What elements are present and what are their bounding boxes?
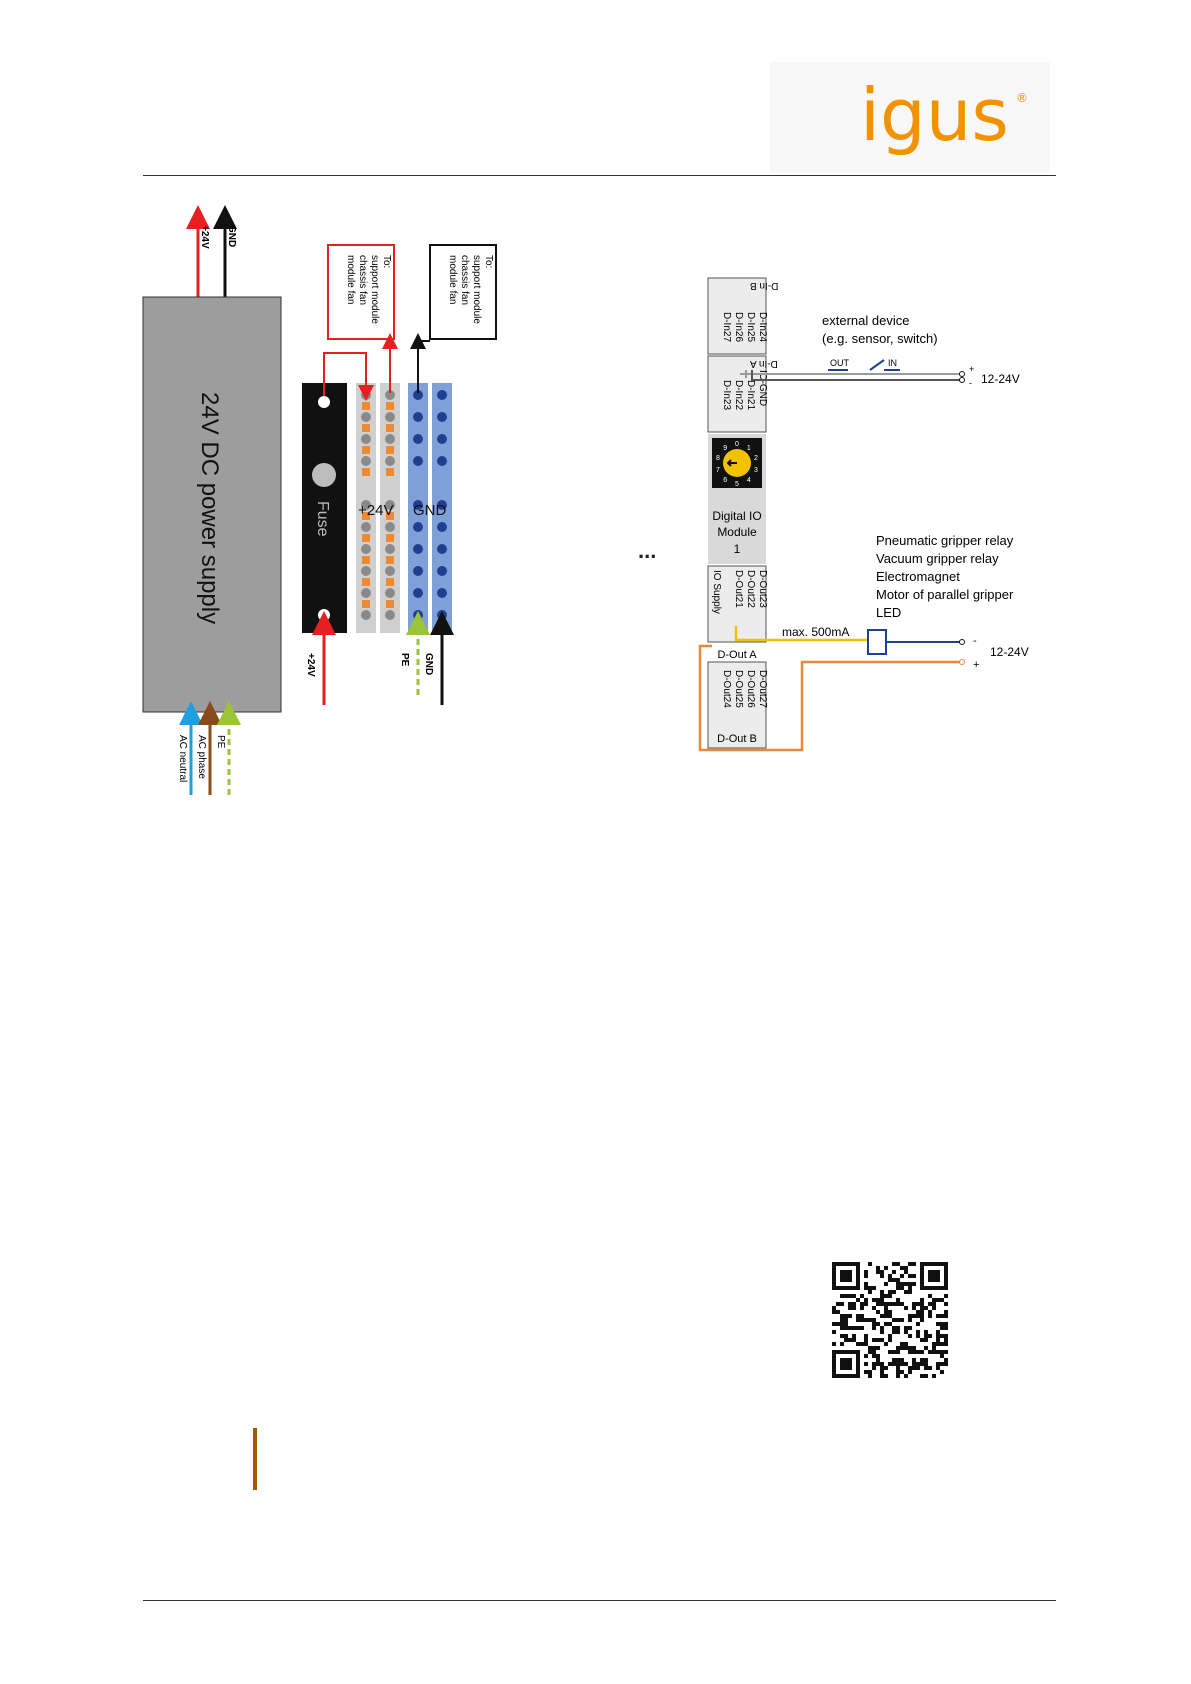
svg-text:Motor of parallel gripper: Motor of parallel gripper xyxy=(876,587,1014,602)
terminal-contact xyxy=(361,412,371,422)
ac-phase-label: AC phase xyxy=(196,735,207,779)
svg-text:module fan: module fan xyxy=(447,255,458,305)
dial-digit: 3 xyxy=(754,467,758,475)
bottom-pe-label: PE xyxy=(399,653,410,667)
terminal-contact xyxy=(413,610,423,620)
terminal-bridge xyxy=(386,446,394,454)
dial-digit: 7 xyxy=(716,467,720,475)
dial-digit: 0 xyxy=(735,441,739,448)
load-list xyxy=(876,533,1014,620)
footer-divider xyxy=(143,1600,1056,1601)
terminal-contact xyxy=(361,522,371,532)
ellipsis: ... xyxy=(638,538,657,563)
fuse-bottom-terminal xyxy=(318,609,330,621)
terminal-bridge xyxy=(386,600,394,608)
terminal-minus-bottom xyxy=(960,640,965,645)
logo-text: igus xyxy=(860,73,1009,157)
terminal-contact xyxy=(385,610,395,620)
terminal-bridge xyxy=(386,556,394,564)
digital-io-diagram xyxy=(690,270,1070,770)
svg-text:To:: To: xyxy=(381,255,392,269)
switch-out-label: OUT xyxy=(830,358,849,368)
max-current-label: max. 500mA xyxy=(782,625,850,639)
terminal-contact xyxy=(361,434,371,444)
svg-text:D-In21: D-In21 xyxy=(745,380,756,411)
terminal-contact xyxy=(437,566,447,576)
terminal-contact xyxy=(361,456,371,466)
top-plus24-label: +24V xyxy=(199,225,210,249)
terminal-contact xyxy=(437,412,447,422)
svg-text:D-Out23: D-Out23 xyxy=(757,570,768,608)
svg-text:To:: To: xyxy=(483,255,494,269)
bottom-24v-label: +24V xyxy=(305,653,316,677)
svg-text:chassis fan: chassis fan xyxy=(459,255,470,306)
svg-text:IO Supply: IO Supply xyxy=(711,570,722,614)
ac-neutral-label: AC neutral xyxy=(177,735,188,783)
svg-text:IO-GND: IO-GND xyxy=(757,370,768,407)
fuse-knob xyxy=(312,463,336,487)
terminal-contact xyxy=(437,522,447,532)
svg-text:D-In24: D-In24 xyxy=(757,312,768,343)
din-b-header-text: D-In B xyxy=(750,280,779,291)
terminal-bridge xyxy=(362,534,370,542)
terminal-contact xyxy=(413,412,423,422)
svg-text:D-In25: D-In25 xyxy=(745,312,756,343)
external-device-line1: external device xyxy=(822,313,910,328)
voltage-top: 12-24V xyxy=(981,372,1020,386)
terminal-contact xyxy=(413,456,423,466)
din-input-wire xyxy=(740,370,960,378)
terminal-minus-top xyxy=(960,378,965,383)
terminal-bridge xyxy=(362,468,370,476)
terminal-contact xyxy=(385,456,395,466)
ac-pe-label: PE xyxy=(215,735,226,749)
terminal-bridge xyxy=(362,402,370,410)
dial-digit: 2 xyxy=(754,454,758,462)
svg-text:LED: LED xyxy=(876,605,902,620)
psu-label: 24V DC power supply xyxy=(196,392,223,625)
dial-digit: 8 xyxy=(716,454,720,462)
plus-top: + xyxy=(969,364,975,374)
dout-b-header: D-Out B xyxy=(717,733,757,745)
din-a-header: D-In A xyxy=(750,358,778,369)
out-minus: - xyxy=(973,635,977,647)
terminal-contact xyxy=(361,610,371,620)
svg-text:Vacuum gripper relay: Vacuum gripper relay xyxy=(876,551,999,566)
dial-digit: 6 xyxy=(723,477,728,485)
out-plus: + xyxy=(973,659,980,671)
terminal-contact xyxy=(437,544,447,554)
dial-digit: 9 xyxy=(723,444,728,452)
module-label-2: Module xyxy=(717,525,757,539)
terminal-contact xyxy=(437,390,447,400)
dout-a-pins xyxy=(711,570,768,614)
bottom-gnd-label: GND xyxy=(423,653,434,676)
terminal-contact xyxy=(413,522,423,532)
terminal-contact xyxy=(385,522,395,532)
terminal-contact xyxy=(385,544,395,554)
svg-text:D-In26: D-In26 xyxy=(733,312,744,343)
svg-text:support module: support module xyxy=(369,255,380,324)
terminal-contact xyxy=(361,544,371,554)
module-label-1: Digital IO xyxy=(712,509,762,523)
terminal-contact xyxy=(437,588,447,598)
din-b-pins xyxy=(721,312,768,342)
svg-text:module fan: module fan xyxy=(345,255,356,305)
terminal-contact xyxy=(413,544,423,554)
terminal-contact xyxy=(437,610,447,620)
terminal-contact xyxy=(385,434,395,444)
svg-text:D-Out21: D-Out21 xyxy=(733,570,744,608)
svg-text:Electromagnet: Electromagnet xyxy=(876,569,960,584)
terminal-bridge xyxy=(386,402,394,410)
terminal-contact xyxy=(413,434,423,444)
terminal-contact xyxy=(413,588,423,598)
svg-text:D-In23: D-In23 xyxy=(721,380,732,411)
brand-logo xyxy=(770,62,1050,172)
terminal-gnd-label: GND xyxy=(413,502,447,519)
terminal-contact xyxy=(413,566,423,576)
svg-text:Pneumatic gripper relay: Pneumatic gripper relay xyxy=(876,533,1014,548)
module-label-3: 1 xyxy=(733,542,741,556)
terminal-bridge xyxy=(386,424,394,432)
terminal-bridge xyxy=(386,578,394,586)
terminal-bridge xyxy=(362,446,370,454)
terminal-bridge xyxy=(362,556,370,564)
terminal-plus-bottom xyxy=(960,660,965,665)
minus-top: - xyxy=(969,378,972,388)
fuse-label: Fuse xyxy=(314,501,331,537)
terminal-contact xyxy=(385,566,395,576)
terminal-contact xyxy=(385,412,395,422)
fuse-top-terminal xyxy=(318,396,330,408)
svg-text:D-Out26: D-Out26 xyxy=(745,670,756,708)
igus-logo-icon xyxy=(770,62,1050,172)
terminal-bridge xyxy=(386,468,394,476)
terminal-contact xyxy=(437,434,447,444)
qr-code-icon[interactable] xyxy=(832,1262,948,1378)
svg-text:D-In22: D-In22 xyxy=(733,380,744,411)
dial-digit: 5 xyxy=(735,481,739,488)
terminal-bridge xyxy=(362,424,370,432)
svg-text:D-Out24: D-Out24 xyxy=(721,670,732,708)
switch-lever xyxy=(870,360,884,370)
accent-bar xyxy=(253,1428,257,1490)
svg-text:D-Out27: D-Out27 xyxy=(757,670,768,708)
svg-text:support module: support module xyxy=(471,255,482,324)
terminal-plus-top xyxy=(960,372,965,377)
terminal-plus24-label: +24V xyxy=(358,502,394,519)
terminal-bridge xyxy=(362,578,370,586)
terminal-contact xyxy=(437,456,447,466)
voltage-bottom: 12-24V xyxy=(990,645,1029,659)
external-device-line2: (e.g. sensor, switch) xyxy=(822,331,938,346)
terminal-bridge xyxy=(386,534,394,542)
logo-registered: ® xyxy=(1016,91,1028,105)
terminal-contact xyxy=(385,588,395,598)
dial-digit: 4 xyxy=(746,477,751,485)
terminal-contact xyxy=(361,588,371,598)
power-wiring-diagram xyxy=(130,205,530,805)
svg-text:chassis fan: chassis fan xyxy=(357,255,368,306)
dout-a-header: D-Out A xyxy=(717,649,757,661)
terminal-contact xyxy=(361,566,371,576)
top-gnd-label: GND xyxy=(226,225,237,248)
terminal-bridge xyxy=(362,600,370,608)
dout-b-pins xyxy=(721,670,768,708)
switch-in-label: IN xyxy=(888,358,897,368)
svg-text:D-Out25: D-Out25 xyxy=(733,670,744,708)
header-divider xyxy=(143,175,1056,176)
load-coil-icon xyxy=(868,630,886,654)
svg-text:D-Out22: D-Out22 xyxy=(745,570,756,608)
dial-digit: 1 xyxy=(746,444,751,452)
svg-text:D-In27: D-In27 xyxy=(721,312,732,343)
